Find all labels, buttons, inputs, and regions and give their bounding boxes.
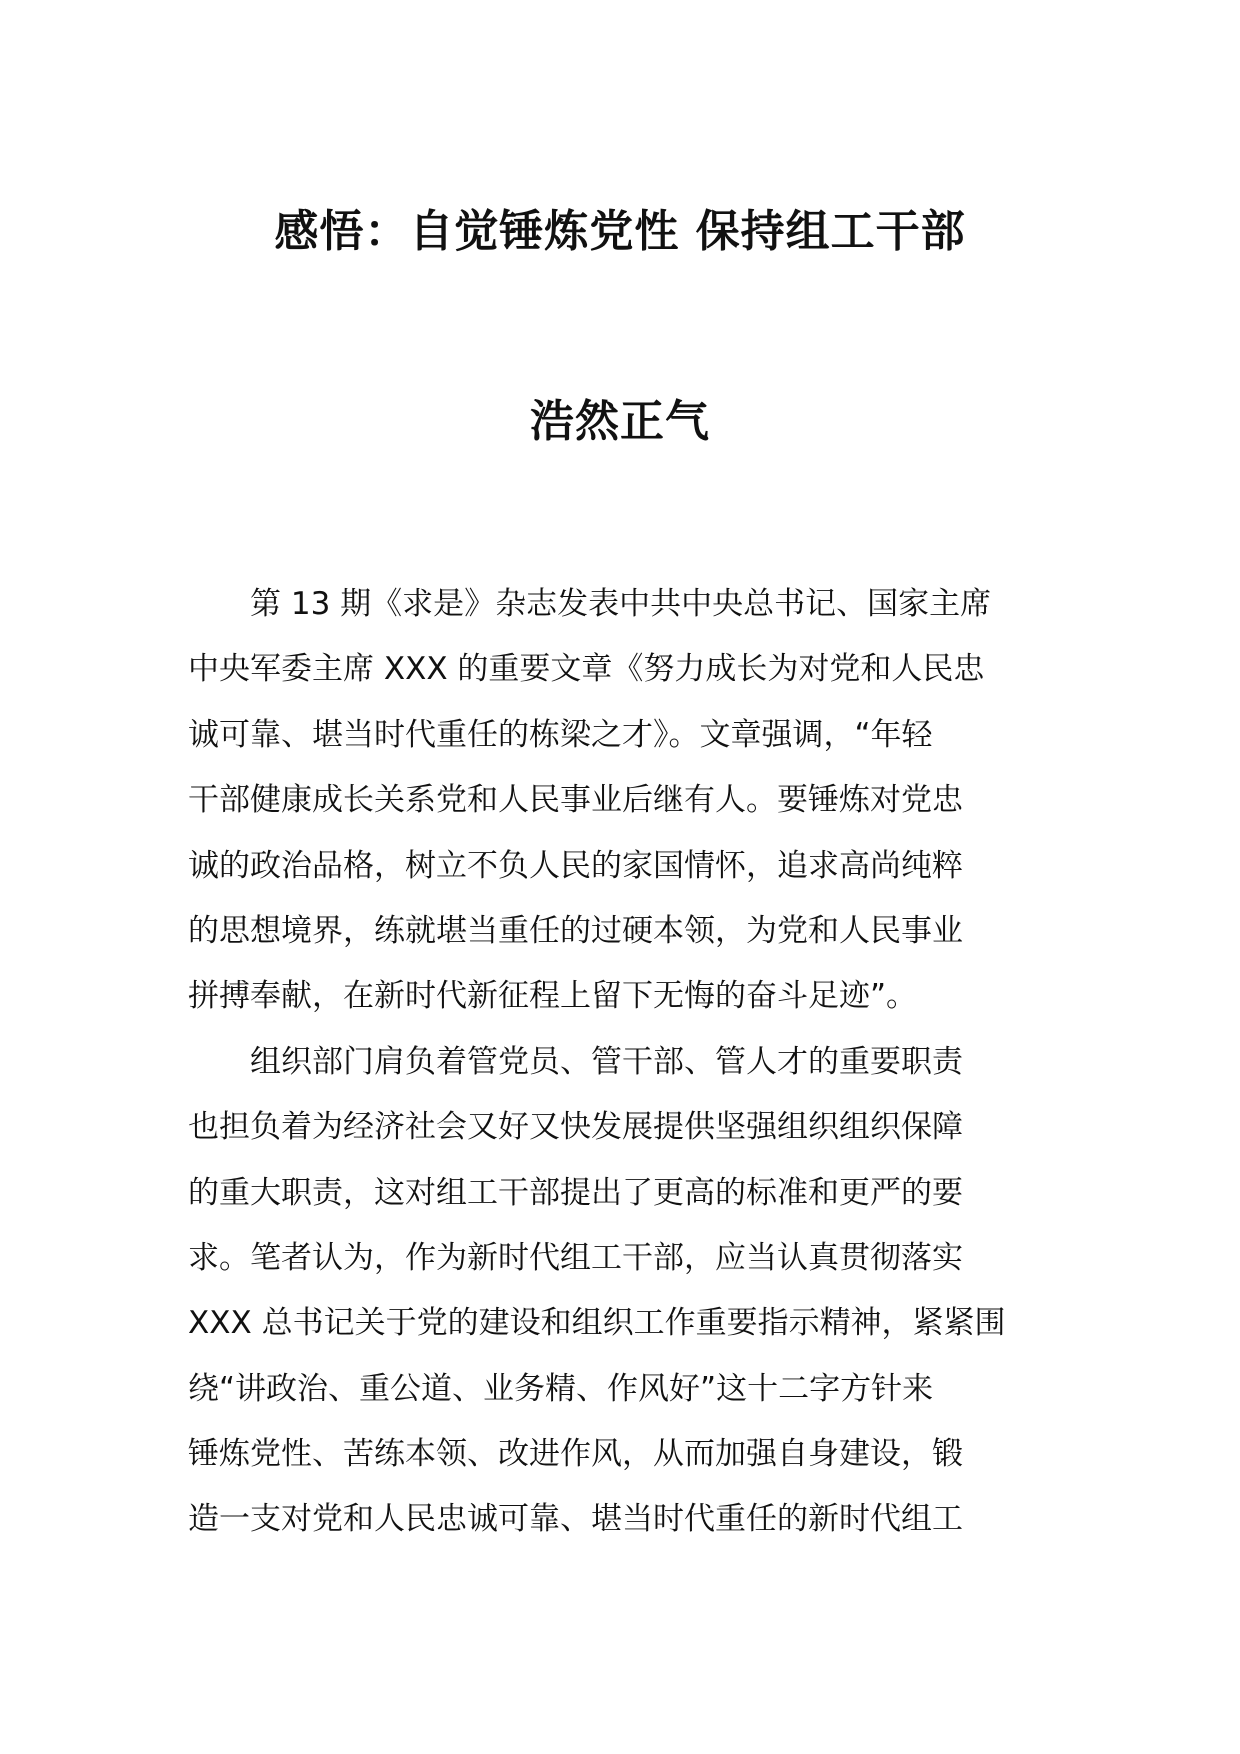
body-line: 拼搏奉献，在新时代新征程上留下无悔的奋斗足迹”。	[188, 978, 918, 1015]
body-line: 诚的政治品格，树立不负人民的家国情怀，追求高尚纯粹	[188, 847, 963, 884]
body-line: 造一支对党和人民忠诚可靠、堪当时代重任的新时代组工	[188, 1501, 963, 1538]
body-line: XXX 总书记关于党的建设和组织工作重要指示精神，紧紧围	[188, 1305, 1006, 1342]
body-line: 第 13 期《求是》杂志发表中共中央总书记、国家主席	[250, 586, 992, 622]
body-line: 诚可靠、堪当时代重任的栋梁之才》。文章强调，“年轻	[188, 716, 933, 753]
body-line: 也担负着为经济社会又好又快发展提供坚强组织组织保障	[188, 1109, 963, 1146]
body-line: 绕“讲政治、重公道、业务精、作风好”这十二字方针来	[188, 1370, 934, 1407]
document-title-line-1: 感悟：自觉锤炼党性 保持组工干部	[274, 206, 966, 257]
body-line: 中央军委主席 XXX 的重要文章《努力成长为对党和人民忠	[188, 651, 985, 688]
body-line: 组织部门肩负着管党员、管干部、管人才的重要职责	[250, 1043, 963, 1080]
body-line: 的重大职责，这对组工干部提出了更高的标准和更严的要	[188, 1174, 963, 1211]
body-line: 的思想境界，练就堪当重任的过硬本领，为党和人民事业	[188, 912, 963, 949]
body-line: 求。笔者认为，作为新时代组工干部，应当认真贯彻落实	[188, 1239, 963, 1276]
body-line: 干部健康成长关系党和人民事业后继有人。要锤炼对党忠	[188, 782, 963, 819]
document-title-line-2: 浩然正气	[530, 396, 710, 447]
document-body	[188, 572, 1052, 1553]
body-line: 锤炼党性、苦练本领、改进作风，从而加强自身建设，锻	[188, 1436, 963, 1473]
